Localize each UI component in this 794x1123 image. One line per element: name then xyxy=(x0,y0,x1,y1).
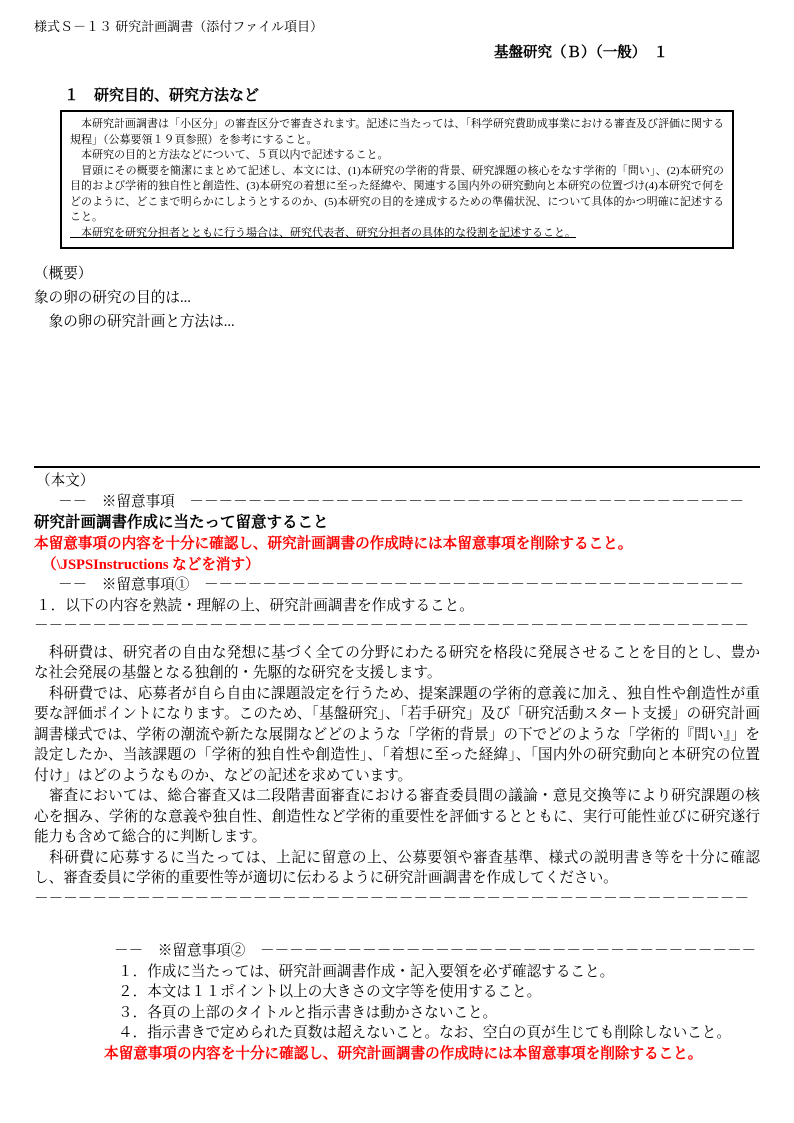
instruction-paragraph-3: 冒頭にその概要を簡潔にまとめて記述し、本文には、(1)本研究の学術的背景、研究課題の核心をなす学術的「問い」、(2)本研究の目的および学術的独自性と創造性、(3)本研究の着想に至った経緯や、関連する国内外の研究動向と本研究の位置づけ(4)本研究で何をどのように、どこまで明らかにしようとするのか、(5)本研究の目的を達成するための準備状況、について具体的かつ明確に記述すること。 xyxy=(70,164,724,223)
note2-item-3: ３．各頁の上部のタイトルと指示書きは動かさないこと。 xyxy=(118,1004,498,1021)
latex-command-warning: （\JSPSInstructions などを消す） xyxy=(42,556,260,573)
note2-item-1: １．作成に当たっては、研究計画調書作成・記入要領を必ず確認すること。 xyxy=(118,963,615,980)
instruction-box xyxy=(60,110,734,249)
guidance-paragraph-2: 科研費では、応募者が自ら自由に課題設定を行うため、提案課題の学術的意義に加え、独自性や創造性が重要な評価ポイントになります。このため、「基盤研究」、「若手研究」及び「研究活動スタート支援」の研究計画調書様式では、学術の潮流や新たな展開などどのような「学術的背景」の下でどのような「学術的『問い』」を設定したか、当該課題の「学術的独自性や創造性」、「着想に至った経緯」、「国内外の研究動向と本研究の位置付け」はどのようなものか、などの記述を求めています。 xyxy=(34,685,760,784)
guidance-paragraphs xyxy=(34,643,760,889)
delete-instructions-warning: 本留意事項の内容を十分に確認し、研究計画調書の作成時には本留意事項を削除すること。 xyxy=(34,536,633,552)
dashed-line-top: －－－－－－－－－－－－－－－－－－－－－－－－－－－－－－－－－－－－－－－－－－－－－－－－－ xyxy=(34,618,750,634)
body-section xyxy=(34,471,760,1064)
body-heading: （本文） xyxy=(36,473,95,489)
summary-line-method: 象の卵の研究計画と方法は... xyxy=(34,314,235,330)
guidance-paragraph-4: 科研費に応募するに当たっては、上記に留意の上、公募要領や審査基準、様式の説明書き等を十分に確認し、審査委員に学術的重要性等が適切に伝わるように研究計画調書を作成してください。 xyxy=(34,849,760,886)
guidance-paragraph-1: 科研費は、研究者の自由な発想に基づく全ての分野にわたる研究を格段に発展させることを目的とし、豊かな社会発展の基盤となる独創的・先駆的な研究を支援します。 xyxy=(34,644,760,681)
note-title: 研究計画調書作成に当たって留意すること xyxy=(34,514,329,531)
dashed-line-bottom: －－－－－－－－－－－－－－－－－－－－－－－－－－－－－－－－－－－－－－－－－－－－－－－－－ xyxy=(34,890,750,907)
instruction-paragraph-1: 本研究計画調書は「小区分」の審査区分で審査されます。記述に当たっては、「科学研究費助成事業における審査及び評価に関する規程」（公募要領１９頁参照）を参考にすること。 xyxy=(70,118,724,146)
note2-divider: －－ ※留意事項② －－－－－－－－－－－－－－－－－－－－－－－－－－－－－－－－－－ xyxy=(114,943,757,959)
note2-section xyxy=(104,941,760,1064)
note2-item-2: ２．本文は１１ポイント以上の大きさの文字等を使用すること。 xyxy=(118,984,542,1000)
summary-line-purpose: 象の卵の研究の目的は... xyxy=(34,290,191,306)
guidance-paragraph-3: 審査においては、総合審査又は二段階書面審査における審査委員間の議論・意見交換等により研究課題の核心を掴み、学術的な意義や独自性、創造性など学術的重要性を評価するとともに、実行可能性並びに研究遂行能力も含めて総合的に判断します。 xyxy=(34,788,760,845)
section-divider-rule xyxy=(34,466,760,468)
section-title: １ 研究目的、研究方法など xyxy=(64,87,260,104)
note2-item-4: ４．指示書きで定められた頁数は超えないこと。なお、空白の頁が生じても削除しないこと。 xyxy=(118,1025,731,1041)
note1-divider: －－ ※留意事項① －－－－－－－－－－－－－－－－－－－－－－－－－－－－－－－－－－－－－ xyxy=(58,577,744,593)
note1-item: １．以下の内容を熟読・理解の上、研究計画調書を作成すること。 xyxy=(36,597,474,614)
instruction-paragraph-underlined: 本研究を研究分担者とともに行う場合は、研究代表者、研究分担者の具体的な役割を記述すること。 xyxy=(70,226,576,239)
summary-heading: （概要） xyxy=(34,266,93,282)
summary-section xyxy=(34,262,760,334)
research-category-label: 基盤研究（Ｂ）（一般） １ xyxy=(494,45,668,61)
note2-delete-warning: 本留意事項の内容を十分に確認し、研究計画調書の作成時には本留意事項を削除すること。 xyxy=(104,1045,703,1062)
instruction-paragraph-2: 本研究の目的と方法などについて、５頁以内で記述すること。 xyxy=(70,149,389,161)
note-divider: －－ ※留意事項 －－－－－－－－－－－－－－－－－－－－－－－－－－－－－－－－－－－－－－ xyxy=(58,493,744,510)
form-number-label: 様式Ｓ－１３ 研究計画調書（添付ファイル項目） xyxy=(34,19,323,34)
